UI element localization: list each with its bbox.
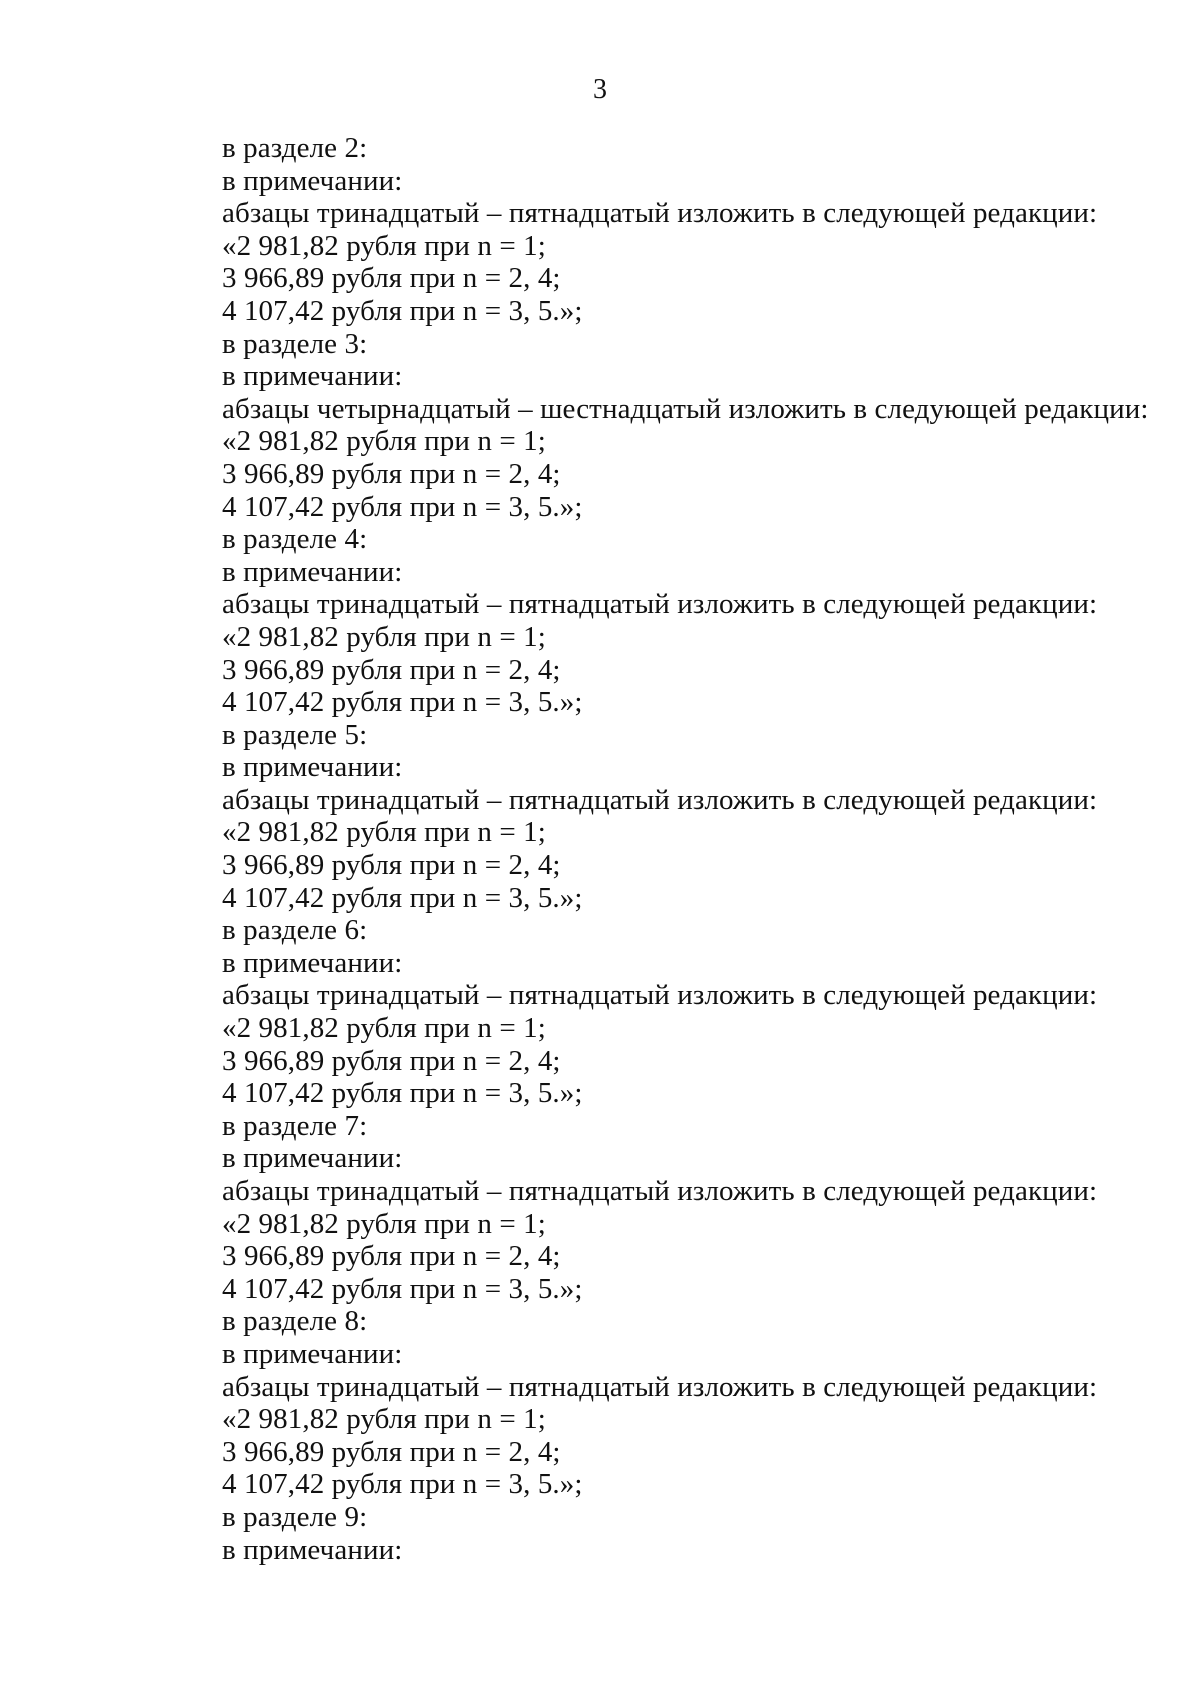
section-heading: в разделе 9: <box>222 1500 368 1533</box>
document-body <box>222 132 1162 1566</box>
section-heading: в разделе 4: <box>222 523 368 556</box>
note-label: в примечании: <box>222 1142 403 1175</box>
section-9 <box>222 1501 1162 1566</box>
amount-line: 3 966,89 рубля при n = 2, 4; <box>222 1044 561 1077</box>
amount-line: 4 107,42 рубля при n = 3, 5.»; <box>222 1077 583 1110</box>
section-heading: в разделе 7: <box>222 1109 368 1142</box>
amount-line: 4 107,42 рубля при n = 3, 5.»; <box>222 1272 583 1305</box>
amount-line: 4 107,42 рубля при n = 3, 5.»; <box>222 881 583 914</box>
note-label: в примечании: <box>222 164 403 197</box>
amount-line: «2 981,82 рубля при n = 1; <box>222 620 546 653</box>
section-heading: в разделе 3: <box>222 327 368 360</box>
section-heading: в разделе 8: <box>222 1305 368 1338</box>
section-heading: в разделе 2: <box>222 132 368 164</box>
amount-line: 3 966,89 рубля при n = 2, 4; <box>222 1435 561 1468</box>
note-label: в примечании: <box>222 1533 403 1566</box>
amount-line: «2 981,82 рубля при n = 1; <box>222 816 546 849</box>
amount-line: «2 981,82 рубля при n = 1; <box>222 1403 546 1436</box>
amendment-instruction: абзацы тринадцатый – пятнадцатый изложить в следующей редакции: <box>222 783 1098 816</box>
section-6 <box>222 914 1162 1110</box>
note-label: в примечании: <box>222 360 403 393</box>
amount-line: 4 107,42 рубля при n = 3, 5.»; <box>222 294 583 327</box>
section-7 <box>222 1110 1162 1306</box>
note-label: в примечании: <box>222 555 403 588</box>
amount-line: «2 981,82 рубля при n = 1; <box>222 425 546 458</box>
note-label: в примечании: <box>222 946 403 979</box>
amount-line: 3 966,89 рубля при n = 2, 4; <box>222 457 561 490</box>
section-4 <box>222 523 1162 719</box>
note-label: в примечании: <box>222 751 403 784</box>
amount-line: 3 966,89 рубля при n = 2, 4; <box>222 849 561 882</box>
amount-line: «2 981,82 рубля при n = 1; <box>222 229 546 262</box>
amount-line: 4 107,42 рубля при n = 3, 5.»; <box>222 1468 583 1501</box>
section-3 <box>222 328 1162 524</box>
amount-line: 3 966,89 рубля при n = 2, 4; <box>222 1240 561 1273</box>
section-heading: в разделе 5: <box>222 718 368 751</box>
amendment-instruction: абзацы тринадцатый – пятнадцатый изложить в следующей редакции: <box>222 1370 1098 1403</box>
amount-line: 4 107,42 рубля при n = 3, 5.»; <box>222 686 583 719</box>
amendment-instruction: абзацы четырнадцатый – шестнадцатый изложить в следующей редакции: <box>222 392 1149 425</box>
amount-line: «2 981,82 рубля при n = 1; <box>222 1012 546 1045</box>
note-label: в примечании: <box>222 1337 403 1370</box>
section-2 <box>222 132 1162 328</box>
page-number: 3 <box>593 74 607 105</box>
amendment-instruction: абзацы тринадцатый – пятнадцатый изложить в следующей редакции: <box>222 588 1098 621</box>
amount-line: 3 966,89 рубля при n = 2, 4; <box>222 653 561 686</box>
section-heading: в разделе 6: <box>222 914 368 947</box>
amendment-instruction: абзацы тринадцатый – пятнадцатый изложить в следующей редакции: <box>222 979 1098 1012</box>
amount-line: «2 981,82 рубля при n = 1; <box>222 1207 546 1240</box>
section-8 <box>222 1305 1162 1501</box>
amount-line: 3 966,89 рубля при n = 2, 4; <box>222 262 561 295</box>
amendment-instruction: абзацы тринадцатый – пятнадцатый изложить в следующей редакции: <box>222 1175 1098 1207</box>
amount-line: 4 107,42 рубля при n = 3, 5.»; <box>222 490 583 523</box>
section-5 <box>222 719 1162 915</box>
amendment-instruction: абзацы тринадцатый – пятнадцатый изложить в следующей редакции: <box>222 197 1098 230</box>
